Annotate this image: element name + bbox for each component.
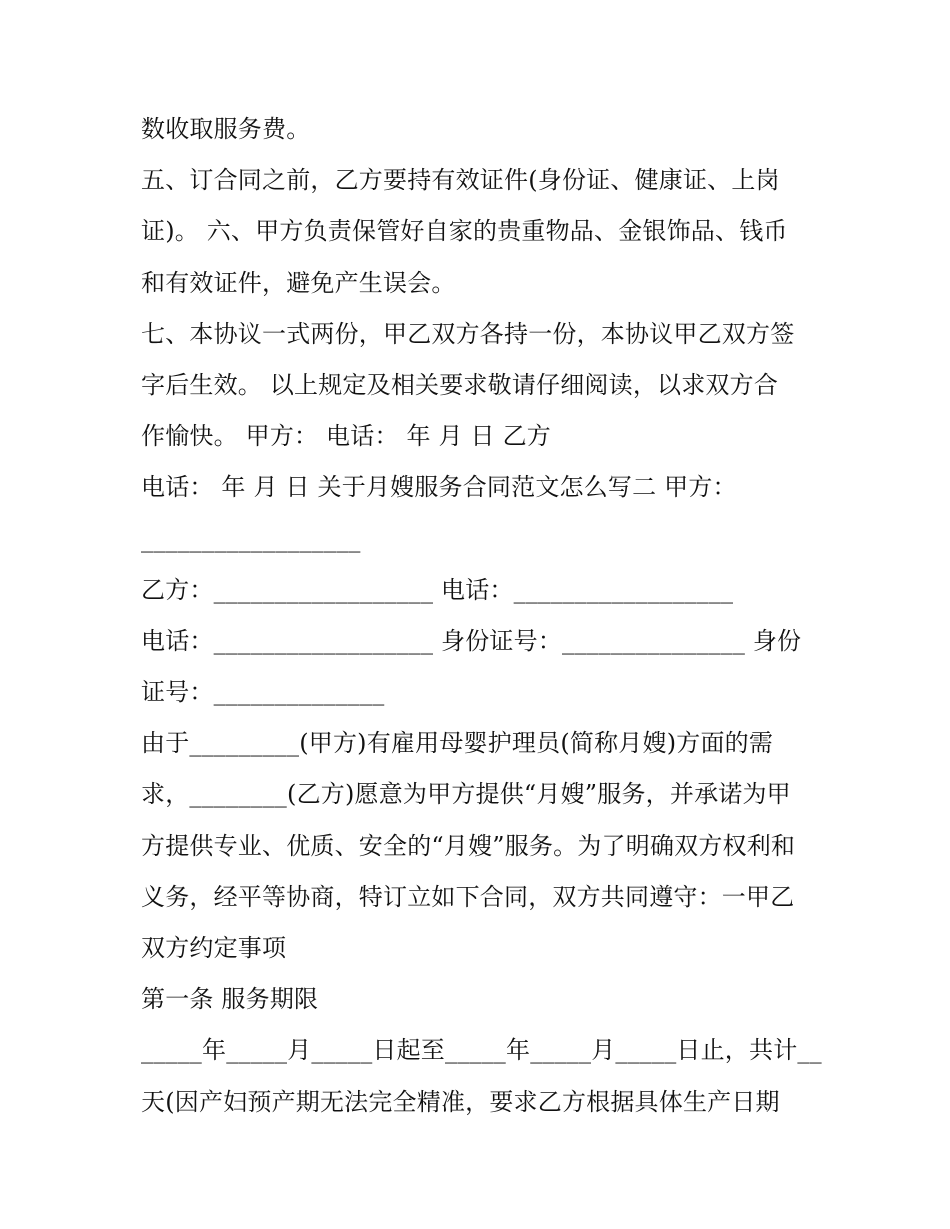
- text-line-18: 第一条 服务期限: [141, 985, 319, 1014]
- text-line-05: 七、本协议一式两份，甲乙双方各持一份，本协议甲乙双方签: [141, 319, 795, 348]
- text-line-04: 和有效证件，避免产生误会。: [141, 268, 456, 297]
- text-line-13: 由于_________(甲方)有雇用母婴护理员(简称月嫂)方面的需: [141, 729, 774, 758]
- text-line-16: 义务，经平等协商，特订立如下合同，双方共同遵守：一甲乙: [141, 882, 795, 911]
- contract-text: [141, 108, 821, 1132]
- text-line-20: 天(因产妇预产期无法完全精准，要求乙方根据具体生产日期: [141, 1087, 780, 1116]
- text-line-12: 证号：______________: [141, 678, 385, 707]
- text-line-06: 字后生效。 以上规定及相关要求敬请仔细阅读，以求双方合: [141, 370, 779, 399]
- text-line-14: 求，________(乙方)愿意为甲方提供“月嫂”服务，并承诺为甲: [141, 780, 791, 809]
- text-line-15: 方提供专业、优质、安全的“月嫂”服务。为了明确双方权利和: [141, 831, 796, 860]
- text-line-01: 数收取服务费。: [141, 115, 311, 143]
- text-line-10: 乙方：__________________ 电话：__________________: [141, 575, 734, 604]
- text-line-09: __________________: [141, 524, 361, 553]
- text-line-03: 证)。 六、甲方负责保管好自家的贵重物品、金银饰品、钱币: [141, 217, 788, 246]
- text-line-11: 电话：__________________ 身份证号：_______________ 身份: [141, 626, 802, 655]
- text-line-07: 作愉快。 甲方： 电话： 年 月 日 乙方: [141, 422, 551, 451]
- text-line-02: 五、订合同之前，乙方要持有效证件(身份证、健康证、上岗: [141, 166, 780, 195]
- text-line-19: _____年_____月_____日起至_____年_____月_____日止，共计__: [141, 1036, 822, 1065]
- text-line-08: 电话： 年 月 日 关于月嫂服务合同范文怎么写二 甲方：: [141, 473, 737, 502]
- text-line-17: 双方约定事项: [141, 934, 287, 962]
